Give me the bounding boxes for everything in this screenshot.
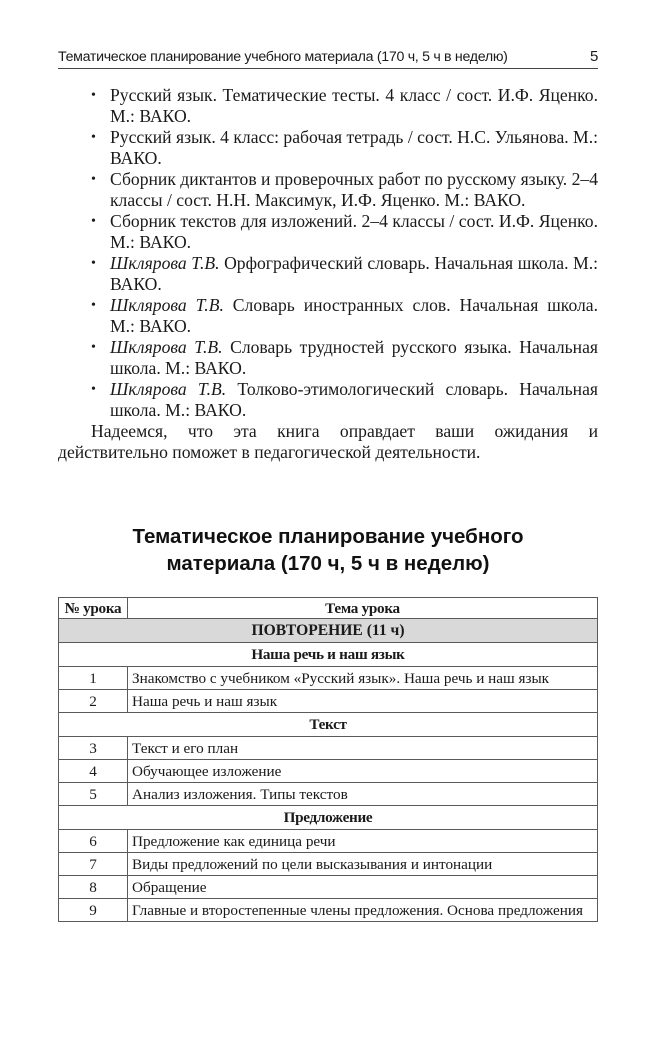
group-title: Текст <box>59 713 598 737</box>
bibliography-block <box>58 85 598 463</box>
bibliography-author: Шклярова Т.В. <box>110 253 220 273</box>
section-heading-line: Тематическое планирование учебного <box>132 525 524 548</box>
running-head <box>58 48 598 69</box>
table-header-row <box>59 598 598 619</box>
lesson-number: 1 <box>59 667 128 690</box>
bullet-icon: • <box>91 214 96 229</box>
table-row <box>59 760 598 783</box>
bibliography-list <box>58 85 598 421</box>
table-row <box>59 876 598 899</box>
lesson-topic: Текст и его план <box>128 737 598 760</box>
bibliography-item: • Русский язык. 4 класс: рабочая тетрадь / сост. Н.С. Ульянова. М.: ВАКО. <box>91 127 598 168</box>
bibliography-item: • Сборник текстов для изложений. 2–4 классы / сост. И.Ф. Яценко. М.: ВАКО. <box>91 211 598 252</box>
bibliography-author: Шклярова Т.В. <box>110 295 224 315</box>
bibliography-item: • Сборник диктантов и проверочных работ по русскому языку. 2–4 классы / сост. Н.Н. Максимук, И.Ф. Яценко. М.: ВАКО. <box>91 169 598 210</box>
group-title: Предложение <box>59 806 598 830</box>
lesson-number: 8 <box>59 876 128 899</box>
bullet-icon: • <box>91 88 96 103</box>
lesson-number: 2 <box>59 690 128 713</box>
closing-paragraph: Надеемся, что эта книга оправдает ваши ожидания и действительно поможет в педагогической деятельности. <box>58 421 598 462</box>
table-row <box>59 667 598 690</box>
bullet-icon: • <box>91 382 96 397</box>
column-header-lesson-number: № урока <box>59 598 128 619</box>
running-head-title: Тематическое планирование учебного материала (170 ч, 5 ч в неделю) <box>58 49 508 65</box>
lesson-topic: Анализ изложения. Типы текстов <box>128 783 598 806</box>
lesson-topic: Наша речь и наш язык <box>128 690 598 713</box>
bibliography-item: • Шклярова Т.В. Словарь трудностей русского языка. Начальная школа. М.: ВАКО. <box>91 337 598 378</box>
table-section-row <box>59 619 598 643</box>
table-row <box>59 783 598 806</box>
bibliography-author: Шклярова Т.В. <box>110 337 223 357</box>
bullet-icon: • <box>91 340 96 355</box>
section-heading <box>58 523 598 577</box>
lesson-number: 6 <box>59 830 128 853</box>
bullet-icon: • <box>91 256 96 271</box>
bibliography-item: • Шклярова Т.В. Словарь иностранных слов. Начальная школа. М.: ВАКО. <box>91 295 598 336</box>
lesson-number: 7 <box>59 853 128 876</box>
table-row <box>59 899 598 922</box>
page-number: 5 <box>589 48 598 65</box>
lesson-topic: Виды предложений по цели высказывания и интонации <box>128 853 598 876</box>
lesson-number: 5 <box>59 783 128 806</box>
table-row <box>59 830 598 853</box>
lesson-topic: Предложение как единица речи <box>128 830 598 853</box>
lesson-number: 3 <box>59 737 128 760</box>
lesson-number: 4 <box>59 760 128 783</box>
lesson-topic: Обучающее изложение <box>128 760 598 783</box>
bibliography-author: Шклярова Т.В. <box>110 379 227 399</box>
bibliography-item: • Шклярова Т.В. Орфографический словарь. Начальная школа. М.: ВАКО. <box>91 253 599 294</box>
group-title: Наша речь и наш язык <box>59 643 598 667</box>
lesson-number: 9 <box>59 899 128 922</box>
table-row <box>59 690 598 713</box>
lesson-plan-table <box>58 597 598 922</box>
column-header-lesson-topic: Тема урока <box>128 598 598 619</box>
table-row <box>59 737 598 760</box>
bibliography-item: • Русский язык. Тематические тесты. 4 класс / сост. И.Ф. Яценко. М.: ВАКО. <box>91 85 598 126</box>
lesson-topic: Знакомство с учебником «Русский язык». Наша речь и наш язык <box>128 667 598 690</box>
section-heading-line: материала (170 ч, 5 ч в неделю) <box>166 552 490 575</box>
table-group-row <box>59 806 598 830</box>
table-row <box>59 853 598 876</box>
bullet-icon: • <box>91 298 96 313</box>
table-group-row <box>59 643 598 667</box>
section-label: ПОВТОРЕНИЕ (11 ч) <box>59 619 598 643</box>
bullet-icon: • <box>91 172 96 187</box>
bullet-icon: • <box>91 130 96 145</box>
table-group-row <box>59 713 598 737</box>
lesson-topic: Главные и второстепенные члены предложения. Основа предложения <box>128 899 598 922</box>
bibliography-item: • Шклярова Т.В. Толково-этимологический словарь. Начальная школа. М.: ВАКО. <box>91 379 598 420</box>
lesson-topic: Обращение <box>128 876 598 899</box>
